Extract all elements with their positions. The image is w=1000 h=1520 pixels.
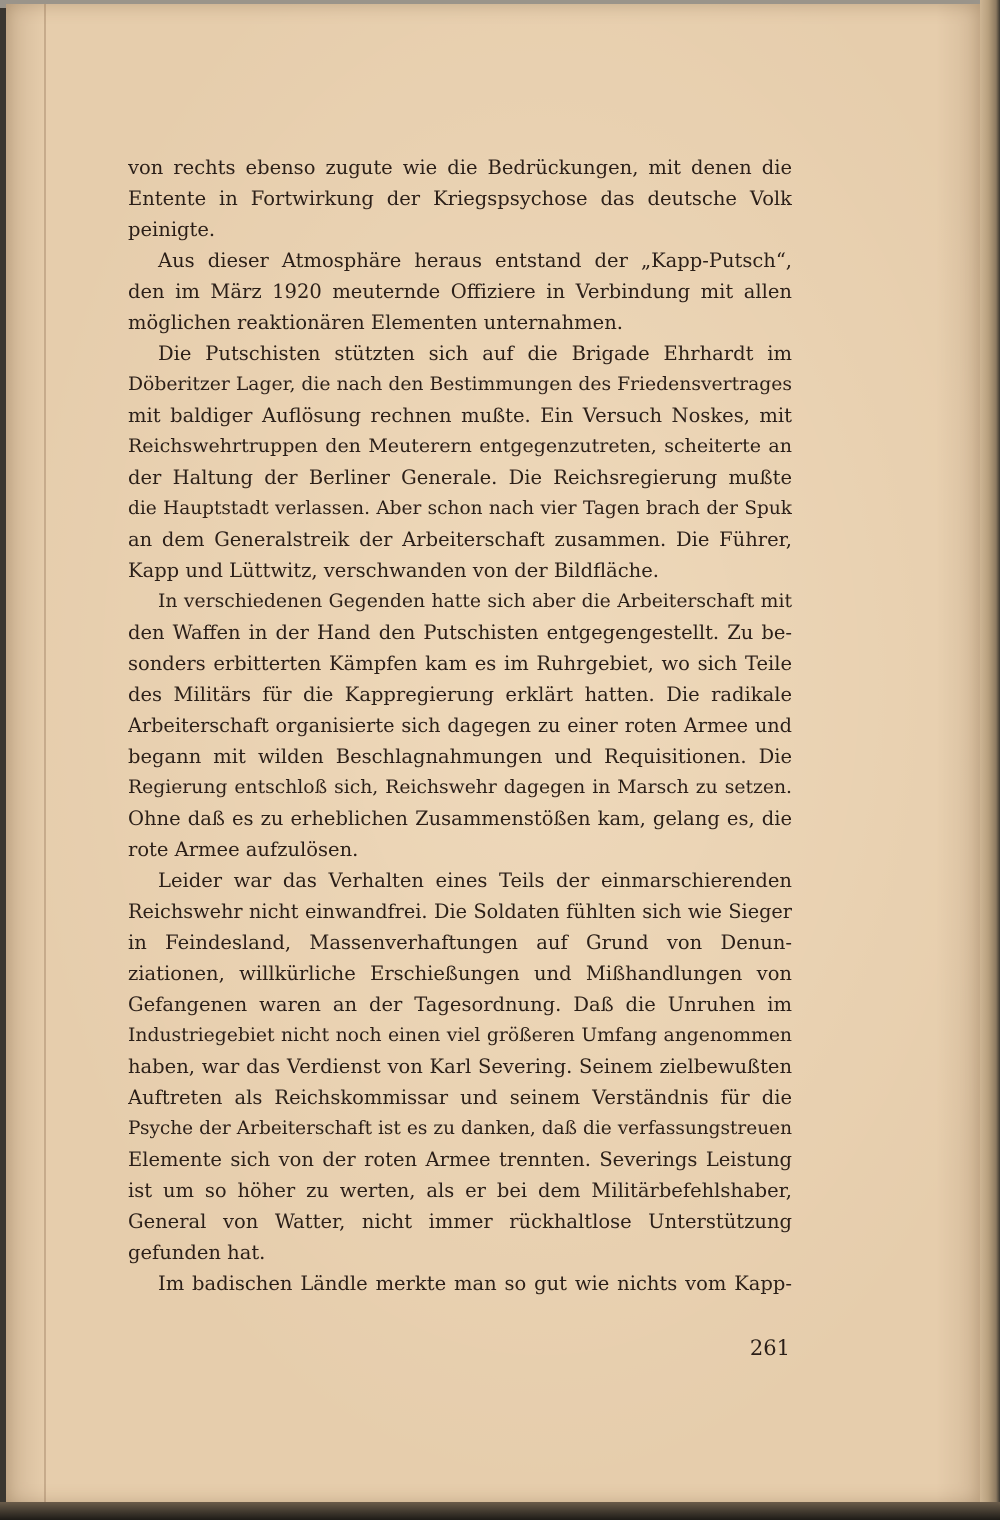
text-line: Im badischen Ländle merkte man so gut wie nichts vom Kapp- <box>158 1272 792 1295</box>
text-line: Arbeiterschaft organisierte sich dagegen zu einer roten Armee und <box>128 714 792 737</box>
text-line: Auftreten als Reichskommissar und seinem Verständnis für die <box>128 1086 792 1109</box>
text-line: des Militärs für die Kappregierung erklärt hatten. Die radikale <box>128 683 792 706</box>
text-line: Leider war das Verhalten eines Teils der einmarschierenden <box>158 869 792 892</box>
text-line: gefunden hat. <box>128 1241 266 1264</box>
text-line: von rechts ebenso zugute wie die Bedrückungen, mit denen die <box>128 156 792 179</box>
text-line: den Waffen in der Hand den Putschisten entgegengestellt. Zu be- <box>128 621 792 644</box>
text-line: Elemente sich von der roten Armee trennten. Severings Leistung <box>128 1148 792 1171</box>
text-line: In verschiedenen Gegenden hatte sich aber die Arbeiterschaft mit <box>158 591 792 612</box>
text-line: Regierung entschloß sich, Reichswehr dagegen in Marsch zu setzen. <box>128 777 792 798</box>
text-line: Industriegebiet nicht noch einen viel größeren Umfang angenommen <box>128 1025 792 1046</box>
text-line: Kapp und Lüttwitz, verschwanden von der Bildfläche. <box>128 559 659 582</box>
text-line: ziationen, willkürliche Erschießungen und Mißhandlungen von <box>128 962 792 985</box>
text-line: rote Armee aufzulösen. <box>128 838 359 861</box>
text-line: der Haltung der Berliner Generale. Die Reichsregierung mußte <box>128 466 792 489</box>
text-line: Döberitzer Lager, die nach den Bestimmungen des Friedensvertrages <box>128 374 792 395</box>
text-line: den im März 1920 meuternde Offiziere in Verbindung mit allen <box>128 280 792 303</box>
text-line: sonders erbitterten Kämpfen kam es im Ruhrgebiet, wo sich Teile <box>128 652 792 675</box>
text-line: ist um so höher zu werten, als er bei dem Militärbefehlshaber, <box>128 1179 792 1202</box>
text-line: in Feindesland, Massenverhaftungen auf Grund von Denun- <box>128 931 792 954</box>
page-edge <box>980 0 1000 1520</box>
text-line: an dem Generalstreik der Arbeiterschaft zusammen. Die Führer, <box>128 528 792 551</box>
page-number: 261 <box>749 1336 790 1360</box>
text-line: Entente in Fortwirkung der Kriegspsychose das deutsche Volk <box>128 187 792 210</box>
text-line: peinigte. <box>128 218 216 241</box>
text-line: begann mit wilden Beschlagnahmungen und Requisitionen. Die <box>128 745 792 768</box>
body-text <box>128 152 792 1299</box>
text-line: Reichswehrtruppen den Meuterern entgegenzutreten, scheiterte an <box>128 435 792 457</box>
text-line: Ohne daß es zu erheblichen Zusammenstößen kam, gelang es, die <box>128 807 792 830</box>
text-line: die Hauptstadt verlassen. Aber schon nach vier Tagen brach der Spuk <box>128 498 792 519</box>
text-line: möglichen reaktionären Elementen unternahmen. <box>128 311 623 334</box>
text-line: haben, war das Verdienst von Karl Severing. Seinem zielbewußten <box>128 1055 792 1078</box>
scan-bottom-edge <box>0 1502 1000 1520</box>
text-line: Reichswehr nicht einwandfrei. Die Soldaten fühlten sich wie Sieger <box>128 900 792 923</box>
text-line: Gefangenen waren an der Tagesordnung. Daß die Unruhen im <box>128 993 792 1016</box>
text-line: General von Watter, nicht immer rückhaltlose Unterstützung <box>128 1210 792 1233</box>
text-line: Die Putschisten stützten sich auf die Brigade Ehrhardt im <box>158 342 792 365</box>
text-line: Aus dieser Atmosphäre heraus entstand der „Kapp-Putsch“, <box>158 249 792 272</box>
text-line: mit baldiger Auflösung rechnen mußte. Ein Versuch Noskes, mit <box>128 404 792 427</box>
text-line: Psyche der Arbeiterschaft ist es zu danken, daß die verfassungstreuen <box>128 1118 792 1139</box>
page-gutter <box>44 4 46 1504</box>
